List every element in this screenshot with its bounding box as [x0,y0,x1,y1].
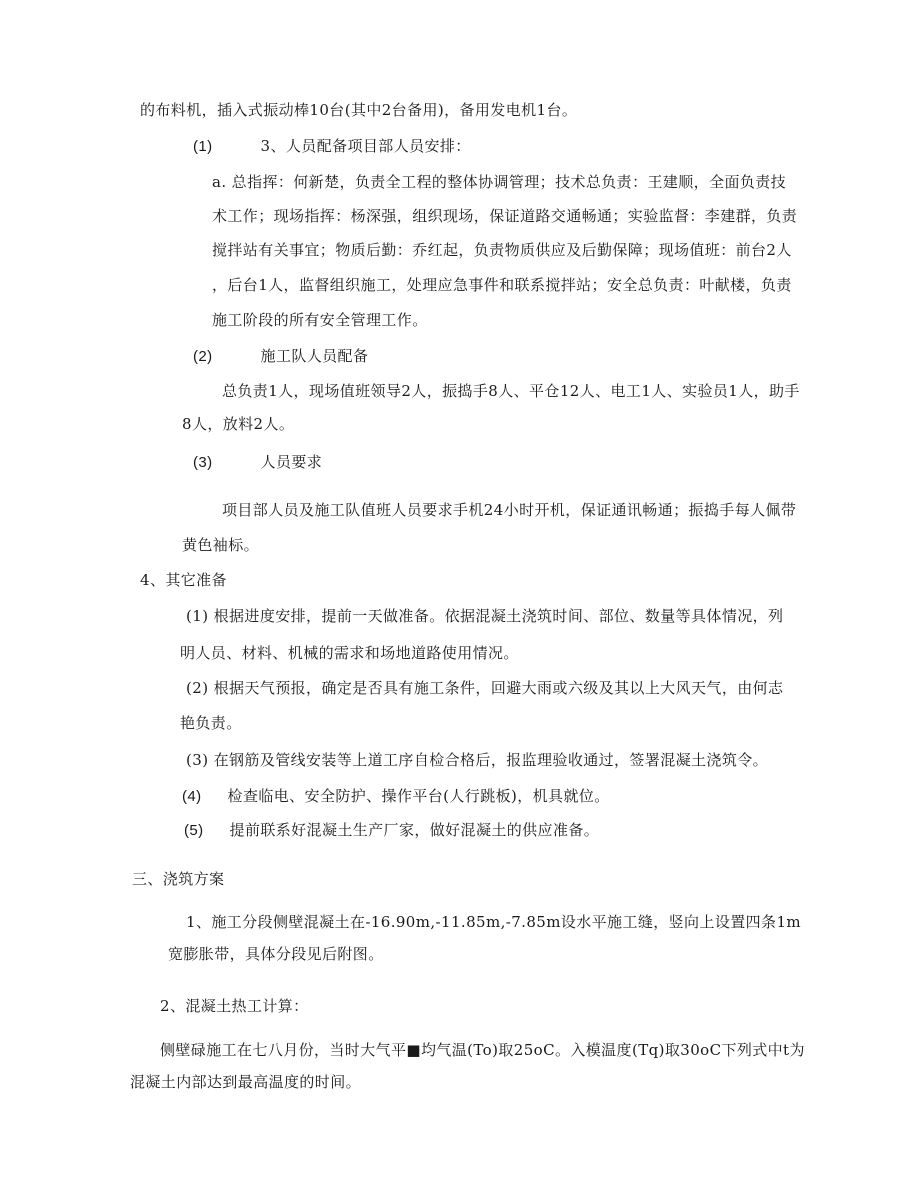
paragraph-line: 黄色袖标。 [182,536,260,554]
paragraph-line: 搅拌站有关事宜；物质后勤：乔红起，负责物质供应及后勤保障；现场值班：前台2人 [212,241,792,259]
item-5-line [184,820,599,841]
paragraph-line: (2) 根据天气预报，确定是否具有施工条件，回避大雨或六级及其以上大风天气，由何志 [186,679,784,697]
paragraph-line: 项目部人员及施工队值班人员要求手机24小时开机，保证通讯畅通；振捣手每人佩带 [222,501,797,519]
paragraph-line: 艳负责。 [180,714,242,732]
item-number: (1) [193,138,213,155]
item-number: (5) [184,822,204,839]
section-heading-pouring: 三、浇筑方案 [132,870,225,888]
paragraph-line: 1、施工分段侧壁混凝土在-16.90m,-11.85m,-7.85m设水平施工缝，竖向上设置四条1m [186,913,802,931]
paragraph-line: a. 总指挥：何新楚，负责全工程的整体协调管理；技术总负责：王建顺，全面负责技 [212,173,787,191]
item-text: 提前联系好混凝土生产厂家，做好混凝土的供应准备。 [229,821,600,839]
item-number: (3) [193,454,213,471]
item-1-heading [193,136,471,157]
paragraph-line: 施工阶段的所有安全管理工作。 [212,311,428,329]
paragraph-line: 术工作；现场指挥：杨深强，组织现场，保证道路交通畅通；实验监督：李建群，负责 [212,207,798,225]
paragraph-line: 总负责1人，现场值班领导2人，振捣手8人、平仓12人、电工1人、实验员1人，助手 [222,382,800,400]
paragraph-line: ，后台1人，监督组织施工，处理应急事件和联系搅拌站；安全总负责：叶献楼，负责 [212,276,792,294]
item-number: (4) [182,788,202,805]
section-heading: 4、其它准备 [140,571,227,589]
item-3-heading [193,452,322,473]
paragraph-line: 8人，放料2人。 [182,415,295,433]
item-4-line [182,786,610,807]
item-number: (2) [193,348,213,365]
paragraph-line: 明人员、材料、机械的需求和场地道路使用情况。 [180,644,519,662]
paragraph-line: (1) 根据进度安排，提前一天做准备。依据混凝土浇筑时间、部位、数量等具体情况，列 [186,607,784,625]
item-heading-text: 施工队人员配备 [260,347,369,365]
item-2-heading [193,346,368,367]
item-heading-text: 人员要求 [260,453,323,471]
paragraph-line: 侧壁碌施工在七八月份，当时大气平■均气温(To)取25oC。入模温度(Tq)取30oC下列式中t为 [160,1041,805,1059]
paragraph-line: 混凝土内部达到最高温度的时间。 [130,1073,362,1091]
item-heading-text: 3、人员配备项目部人员安排： [260,137,471,155]
subsection-heading: 2、混凝土热工计算： [160,997,309,1015]
line-equipment: 的布料机，插入式振动棒10台(其中2台备用)，备用发电机1台。 [140,101,578,119]
paragraph-line: (3) 在钢筋及管线安装等上道工序自检合格后，报监理验收通过，签署混凝土浇筑令。 [186,751,769,769]
paragraph-line: 宽膨胀带，具体分段见后附图。 [168,945,384,963]
item-text: 检查临电、安全防护、操作平台(人行跳板)，机具就位。 [227,787,610,805]
